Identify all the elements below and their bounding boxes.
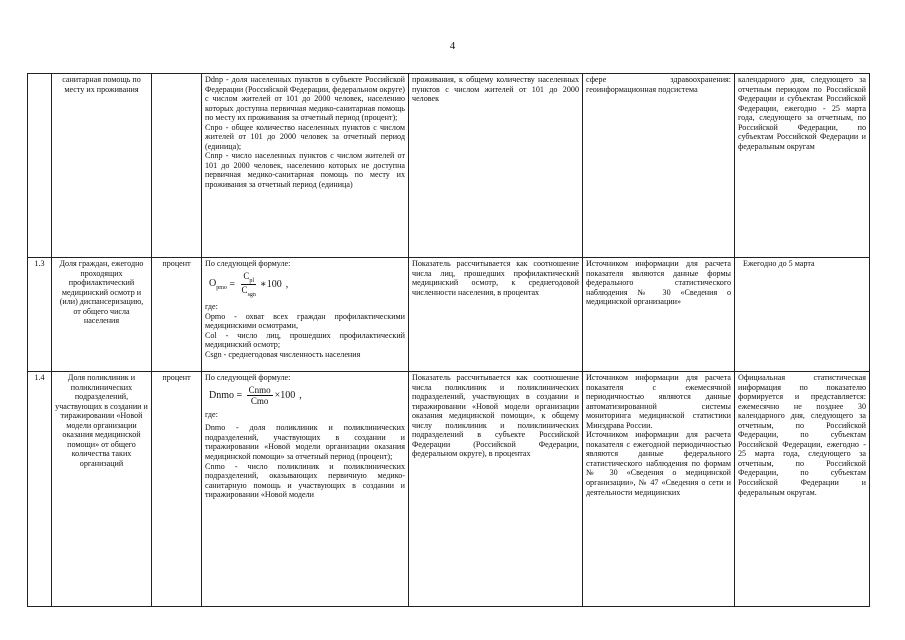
formula-fraction: $\frac{C_{pl}}{C_{sgn}}$ [241,270,256,299]
formula-equals: = [234,389,245,401]
where-label: где: [205,302,218,312]
cell-calculation: Показатель рассчитывается как соотношение числа поликлиник и поликлинических подразделений, участвующих в создании и тиражировании «Новой модели организации оказания медицинской помощи», к общему числу поликлиник и поликлинических подразделений в субъекте Российской Федерации (Российской Федерации, федеральном округе), в процентах [409,372,583,607]
method-def: Cnnp - число населенных пунктов с числом жителей от 101 до 2000 человек, населению которых не доступна первичная медико-санитарная помощь по месту их проживания за отчетный период (единица) [205,151,405,190]
formula-lhs: $O_{pmo}$ [209,277,227,291]
cell-timing: Официальная статистическая информация по показателю формируется и представляется: ежемесячно не позднее 30 календарного дня, следующего за отчетным, по Российской Федерации, по субъектам Российской Федерации, ежегодно - 25 марта года, следующего за отчетным, по Российской Федерации, по субъектам Российской Федерации и федеральным округам. [735,372,870,607]
formula-comma: , [299,389,302,401]
table-row-1-3 [28,258,870,372]
formula-def: Csgn - среднегодовая численность населения [205,350,361,360]
cell-source [583,372,735,607]
cell-source: сфере здравоохранения: геоинформационная подсистема [583,74,735,258]
page-number: 4 [449,40,456,52]
formula-def: Cnmo - число поликлиник и поликлинических подразделений, оказывающих первичную медико-санитарную помощь и участвующих в создании и тиражировании «Новой модели [205,461,405,500]
method-def: Cnpo - общее количество населенных пунктов с числом жителей от 101 до 2000 человек за отчетный период (единица); [205,122,405,151]
formula-intro: По следующей формуле: [205,373,291,382]
method-def: Ddnp - доля населенных пунктов в субъекте Российской Федерации (Российской Федерации, федеральном округе) с числом жителей от 101 до 2000 человек, населению которых доступна первичная медико-санитарная помощь по месту их проживания за отчетный период (процент); [205,75,405,123]
cell-method [202,258,409,372]
cell-num [28,74,52,258]
where-label: где: [205,409,218,419]
source-yearly: Источником информации для расчета показателя с ежегодной периодичностью являются данные федерального статистического наблюдения по формам № 30 «Сведения о медицинской организации», № 47 «Сведения о сети и деятельности медицинских [586,430,731,497]
formula-multiplier: ∗100 [259,279,282,291]
table-row-continued [28,74,870,258]
formula-lhs: Dnmo [209,389,234,401]
formula-dnmo [209,385,405,407]
formula-fraction: $\frac{\text{Cnmo}}{\text{Cmo}}$ [248,384,271,407]
cell-source: Источником информации для расчета показателя являются данные формы федерального статистического наблюдения № 30 «Сведения о медицинской организации» [583,258,735,372]
indicators-table [27,73,870,607]
source-monthly: Источником информации для расчета показателя с ежемесячной периодичностью являются данные автоматизированной системы мониторинга медицинской статистики Минздрава России. [586,373,731,430]
cell-unit: процент [152,258,202,372]
cell-indicator-name: Доля поликлиник и поликлинических подразделений, участвующих в создании и тиражировании «Новой модели организации оказания медицинской помощи» от общего количества таких организаций [52,372,152,607]
table-row-1-4 [28,372,870,607]
cell-method [202,372,409,607]
cell-calculation: проживания, к общему количеству населенных пунктов с числом жителей от 101 до 2000 человек [409,74,583,258]
formula-intro: По следующей формуле: [205,259,291,268]
cell-timing: календарного дня, следующего за отчетным периодом по Российской Федерации и субъектам Российской Федерации, ежегодно - 25 марта года, следующего за отчетным, по Российской Федерации, по субъектам Российской Федерации и федеральным округам [735,74,870,258]
cell-unit [152,74,202,258]
formula-def: Col - число лиц, прошедших профилактический медицинский осмотр; [205,330,405,350]
cell-num: 1.3 [28,258,52,372]
formula-equals: = [226,279,238,291]
cell-method [202,74,409,258]
formula-multiplier: ×100 [274,389,296,401]
formula-def: Dnmo - доля поликлиник и поликлинических подразделений, участвующих в создании и тиражировании «Новой модели организации оказания медицинской помощи» за отчетный период (процент); [205,423,405,461]
formula-def: Opmo - охват всех граждан профилактическими медицинскими осмотрами, [205,311,405,331]
cell-num: 1.4 [28,372,52,607]
cell-calculation: Показатель рассчитывается как соотношение числа лиц, прошедших профилактический медицинский осмотр, к среднегодовой численности населения, в процентах [409,258,583,372]
cell-timing: Ежегодно до 5 марта [735,258,870,372]
formula-opmo [209,271,405,300]
cell-unit: процент [152,372,202,607]
cell-indicator-name: санитарная помощь по месту их проживания [52,74,152,258]
cell-indicator-name: Доля граждан, ежегодно проходящих профилактический медицинский осмотр и (или) диспансеризацию, от общего числа населения [52,258,152,372]
formula-comma: , [285,279,289,291]
